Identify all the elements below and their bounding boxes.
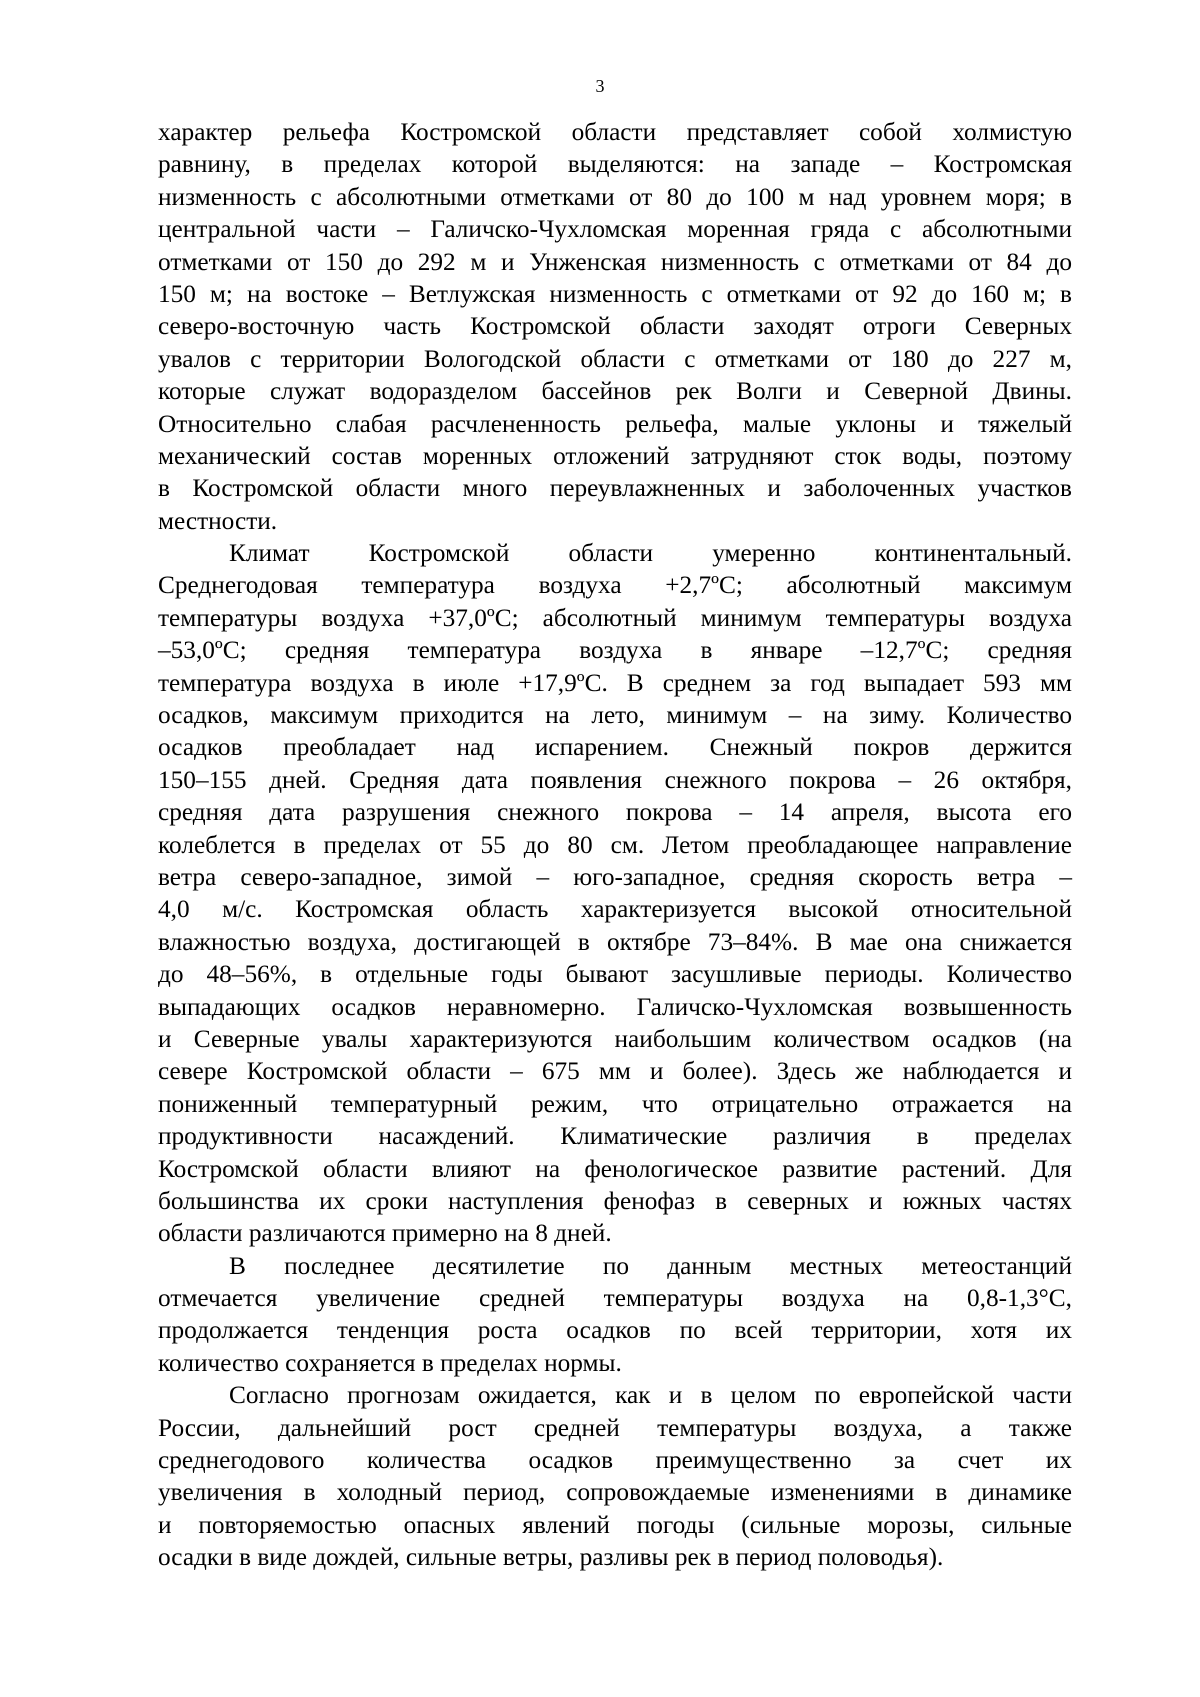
text-line: колеблется в пределах от 55 до 80 см. Летом преобладающее направление — [158, 830, 1072, 859]
text-line: равнину, в пределах которой выделяются: на западе – Костромская — [158, 150, 1072, 179]
text-line: низменность с абсолютными отметками от 80 до 100 м над уровнем моря; в — [158, 182, 1072, 211]
text-line: Относительно слабая расчлененность рельефа, малые уклоны и тяжелый — [158, 409, 1072, 438]
text-line: в Костромской области много переувлажненных и заболоченных участков — [158, 474, 1072, 503]
text-line: России, дальнейший рост средней температуры воздуха, а также — [158, 1413, 1072, 1442]
text-line: северо-восточную часть Костромской области заходят отроги Северных — [158, 312, 1072, 341]
text-line: механический состав моренных отложений затрудняют сток воды, поэтому — [158, 441, 1072, 470]
text-line: увеличения в холодный период, сопровождаемые изменениями в динамике — [158, 1478, 1072, 1507]
text-line: осадки в виде дождей, сильные ветры, разливы рек в период половодья). — [158, 1543, 944, 1572]
text-line: пониженный температурный режим, что отрицательно отражается на — [158, 1089, 1072, 1118]
text-line: влажностью воздуха, достигающей в октябре 73–84%. В мае она снижается — [158, 927, 1072, 956]
text-line: большинства их сроки наступления фенофаз в северных и южных частях — [158, 1186, 1072, 1215]
text-line: среднегодового количества осадков преимущественно за счет их — [158, 1446, 1072, 1475]
text-line: Климат Костромской области умеренно континентальный. — [229, 539, 1072, 568]
body-text — [158, 116, 1072, 1574]
text-line: местности. — [158, 506, 278, 535]
text-line: характер рельефа Костромской области представляет собой холмистую — [158, 118, 1072, 146]
text-line: 150 м; на востоке – Ветлужская низменность с отметками от 92 до 160 м; в — [158, 279, 1072, 308]
text-line: отметками от 150 до 292 м и Унженская низменность с отметками от 84 до — [158, 247, 1072, 276]
paragraph — [158, 1250, 1072, 1380]
text-line: и повторяемостью опасных явлений погоды (сильные морозы, сильные — [158, 1510, 1072, 1539]
text-line: ветра северо-западное, зимой – юго-западное, средняя скорость ветра – — [158, 862, 1072, 891]
text-line: осадков, максимум приходится на лето, минимум – на зиму. Количество — [158, 701, 1072, 730]
text-line: количество сохраняется в пределах нормы. — [158, 1348, 622, 1377]
text-line: продолжается тенденция роста осадков по всей территории, хотя их — [158, 1316, 1072, 1345]
text-line: Согласно прогнозам ожидается, как и в целом по европейской части — [229, 1381, 1072, 1410]
text-line: температура воздуха в июле +17,9ºС. В среднем за год выпадает 593 мм — [158, 668, 1072, 697]
text-line: которые служат водоразделом бассейнов рек Волги и Северной Двины. — [158, 377, 1072, 406]
text-line: 150–155 дней. Средняя дата появления снежного покрова – 26 октября, — [158, 765, 1072, 794]
text-line: 4,0 м/с. Костромская область характеризуется высокой относительной — [158, 895, 1072, 924]
text-line: центральной части – Галичско-Чухломская моренная гряда с абсолютными — [158, 215, 1072, 244]
page-number: 3 — [595, 76, 605, 96]
text-line: и Северные увалы характеризуются наибольшим количеством осадков (на — [158, 1024, 1072, 1053]
text-line: В последнее десятилетие по данным местных метеостанций — [229, 1251, 1072, 1280]
text-line: увалов с территории Вологодской области с отметками от 180 до 227 м, — [158, 344, 1072, 373]
text-line: до 48–56%, в отдельные годы бывают засушливые периоды. Количество — [158, 960, 1072, 989]
text-line: выпадающих осадков неравномерно. Галичско-Чухломская возвышенность — [158, 992, 1072, 1021]
text-line: температуры воздуха +37,0ºС; абсолютный минимум температуры воздуха — [158, 603, 1072, 632]
paragraph — [158, 1379, 1072, 1573]
text-line: средняя дата разрушения снежного покрова – 14 апреля, высота его — [158, 798, 1072, 827]
text-line: продуктивности насаждений. Климатические различия в пределах — [158, 1122, 1072, 1151]
text-line: севере Костромской области – 675 мм и более). Здесь же наблюдается и — [158, 1057, 1072, 1086]
text-line: Среднегодовая температура воздуха +2,7ºС; абсолютный максимум — [158, 571, 1072, 600]
text-line: осадков преобладает над испарением. Снежный покров держится — [158, 733, 1072, 762]
text-line: –53,0ºС; средняя температура воздуха в январе –12,7ºС; средняя — [158, 636, 1072, 665]
text-line: Костромской области влияют на фенологическое развитие растений. Для — [158, 1154, 1072, 1183]
paragraph — [158, 537, 1072, 1250]
text-line: области различаются примерно на 8 дней. — [158, 1219, 612, 1248]
text-line: отмечается увеличение средней температуры воздуха на 0,8-1,3°C, — [158, 1284, 1072, 1313]
paragraph — [158, 116, 1072, 537]
